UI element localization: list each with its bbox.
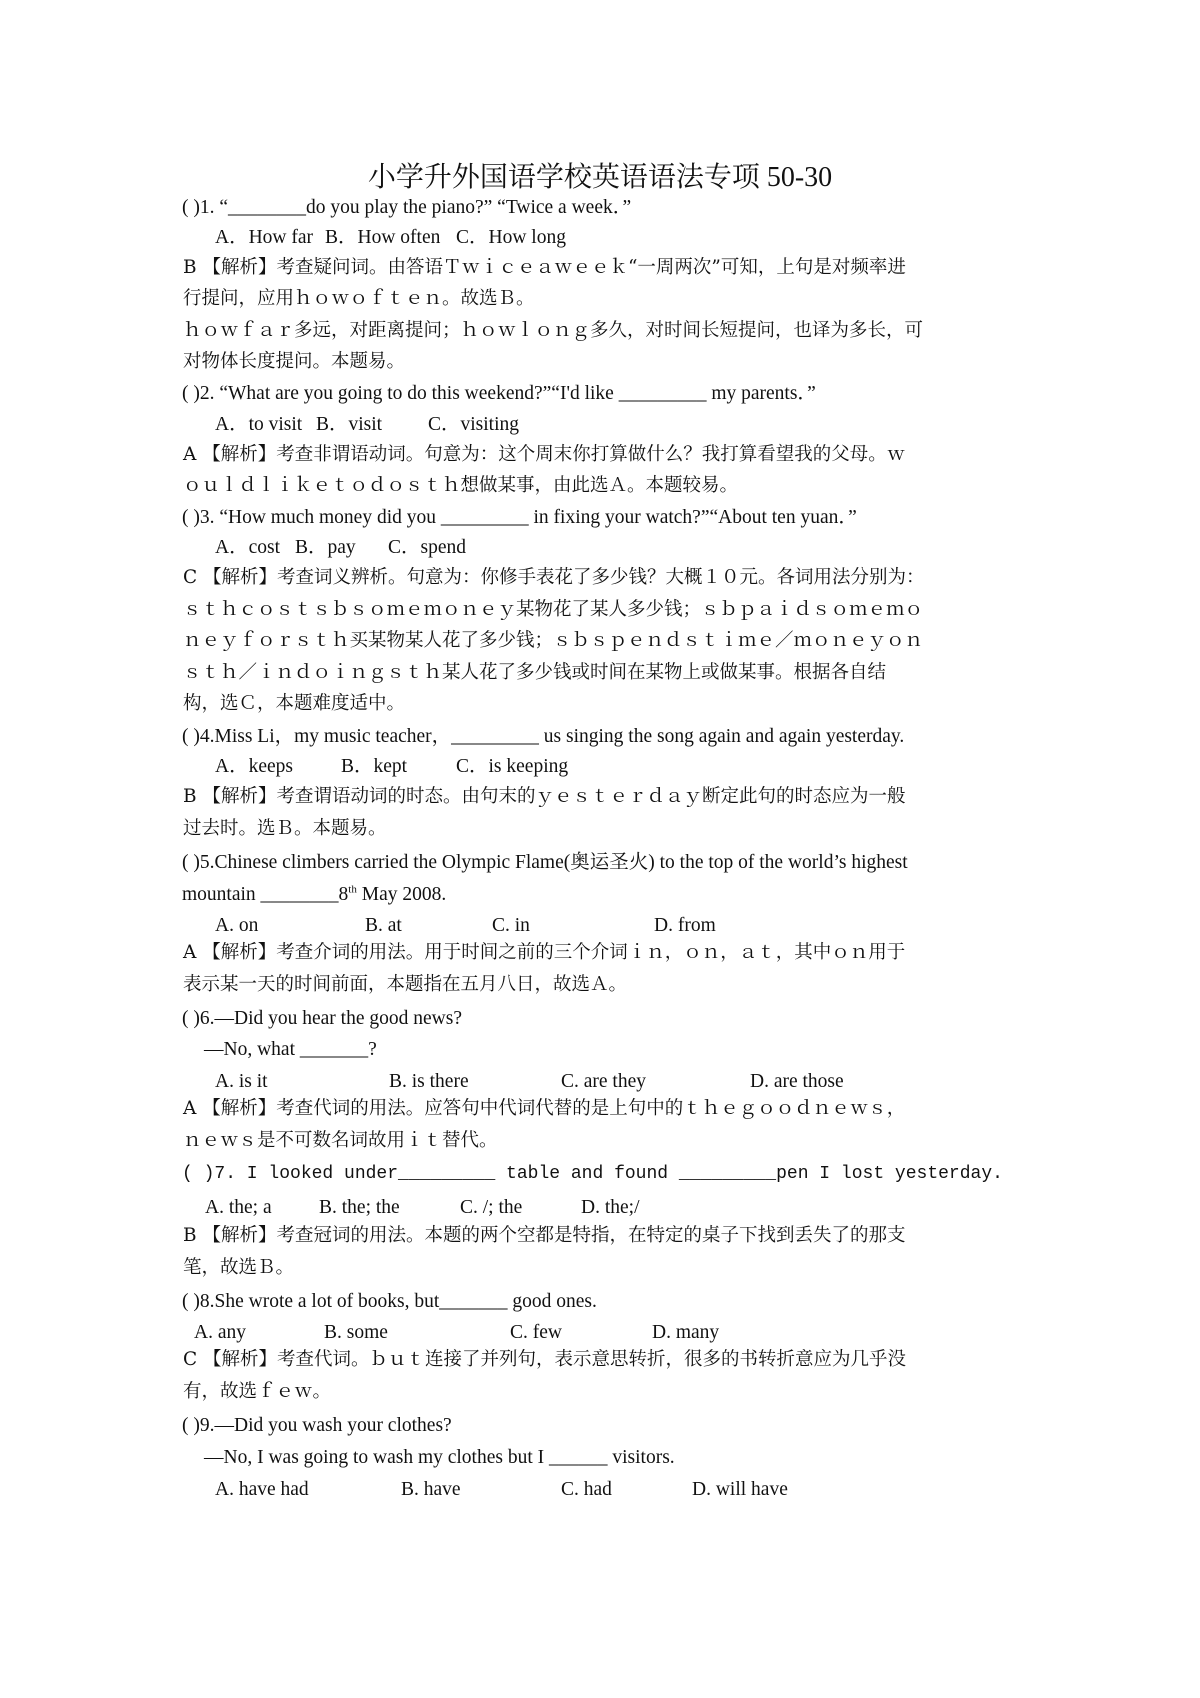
question-1-analysis-line: B 【解析】考查疑问词。由答语Ｔｗｉｃｅａｗｅｅｋ“一周两次”可知，上句是对频率进 [183,257,906,278]
question-8-options [194,1321,719,1345]
question-6-options [215,1070,844,1094]
question-7-stem: ( )7. I looked under_________ table and found _________pen I lost yesterday. [182,1164,1003,1184]
question-3-analysis-line: ｓｔｈｃｏｓｔｓｂｓｏｍｅｍｏｎｅｙ某物花了某人多少钱；ｓｂｐａｉｄｓｏｍｅｍｏ [183,599,924,620]
question-5-options [215,914,716,938]
option-b: B．pay [295,537,356,558]
question-9-options [215,1478,788,1502]
option-d: D. many [652,1322,720,1343]
question-1-analysis-line: 行提问，应用ｈｏｗｏｆｔｅｎ。故选Ｂ。 [183,288,535,309]
question-3-analysis-line: ｎｅｙｆｏｒｓｔｈ买某物某人花了多少钱；ｓｂｓｐｅｎｄｓｔｉｍｅ／ｍｏｎｅｙｏｎ [183,630,924,651]
option-b: B. the; the [319,1197,400,1218]
question-3-analysis-line: ｓｔｈ／ｉｎｄｏｉｎｇｓｔｈ某人花了多少钱或时间在某物上或做某事。根据各自结 [183,662,887,683]
option-b: B．How often [325,227,441,248]
question-6-stem-line-2: —No, what _______? [204,1039,377,1060]
option-d: D. will have [692,1479,788,1500]
question-8-analysis-line: 有，故选ｆｅｗ。 [183,1381,332,1402]
question-2-stem: ( )2. “What are you going to do this weekend?”“I'd like _________ my parents．” [182,383,816,404]
question-3-options [215,536,466,560]
option-a: A. on [215,915,259,936]
option-d: D. are those [750,1071,844,1092]
question-1-stem: ( )1. “________do you play the piano?” “Twice a week．” [182,197,632,218]
question-7-options [205,1196,640,1220]
option-c: C．How long [456,227,566,248]
question-1-options [215,226,566,250]
option-b: B. have [401,1479,461,1500]
question-5-stem-line-2: mountain ________8th May 2008. [182,883,447,905]
question-7-analysis-line: B 【解析】考查冠词的用法。本题的两个空都是特指，在特定的桌子下找到丢失了的那支 [183,1225,906,1246]
question-3-analysis-line: 构，选Ｃ，本题难度适中。 [183,693,406,714]
question-9-stem: ( )9.—Did you wash your clothes? [182,1415,452,1436]
option-b: B．visit [316,414,383,435]
option-a: A. the; a [205,1197,272,1218]
option-d: D. the;/ [581,1197,640,1218]
option-a: A．cost [215,537,280,558]
question-9-stem-line-2: —No, I was going to wash my clothes but I ______ visitors. [204,1447,675,1468]
option-c: C. in [492,915,530,936]
option-a: A．keeps [215,756,293,777]
option-b: B. is there [389,1071,469,1092]
question-4-options [215,755,568,779]
option-a: A. have had [215,1479,309,1500]
question-8-stem: ( )8.She wrote a lot of books, but_______ good ones. [182,1291,597,1312]
option-d: D. from [654,915,716,936]
question-2-analysis-line: A 【解析】考查非谓语动词。句意为：这个周末你打算做什么？我打算看望我的父母。ｗ [183,444,906,465]
option-a: A．to visit [215,414,303,435]
question-5-analysis-line: 表示某一天的时间前面，本题指在五月八日，故选Ａ。 [183,974,628,995]
option-a: A．How far [215,227,314,248]
option-c: C. are they [561,1071,647,1092]
question-6-analysis-line: ｎｅｗｓ是不可数名词故用ｉｔ替代。 [183,1130,498,1151]
option-b: B. some [324,1322,388,1343]
option-c: C．spend [388,537,467,558]
question-8-analysis-line: C 【解析】考查代词。ｂｕｔ连接了并列句，表示意思转折，很多的书转折意应为几乎没 [183,1349,907,1370]
option-b: B．kept [341,756,408,777]
question-5-analysis-line: A 【解析】考查介词的用法。用于时间之前的三个介词ｉｎ，ｏｎ，ａｔ，其中ｏｎ用于 [183,942,906,963]
option-a: A. any [194,1322,246,1343]
option-c: C．is keeping [456,756,569,777]
question-2-options [215,413,519,437]
question-3-analysis-line: C 【解析】考查词义辨析。句意为：你修手表花了多少钱？大概１０元。各词用法分别为： [183,567,925,588]
question-4-analysis-line: B 【解析】考查谓语动词的时态。由句末的ｙｅｓｔｅｒｄａｙ断定此句的时态应为一般 [183,786,906,807]
option-c: C. /; the [460,1197,523,1218]
question-5-stem: ( )5.Chinese climbers carried the Olympic Flame(奥运圣火) to the top of the world’s highest [182,852,908,873]
question-1-analysis-line: 对物体长度提问。本题易。 [183,351,406,372]
option-c: C．visiting [428,414,520,435]
question-4-analysis-line: 过去时。选Ｂ。本题易。 [183,818,387,839]
option-a: A. is it [215,1071,268,1092]
question-6-analysis-line: A 【解析】考查代词的用法。应答句中代词代替的是上句中的ｔｈｅｇｏｏｄｎｅｗｓ， [183,1098,906,1119]
question-4-stem: ( )4.Miss Li，my music teacher，_________ us singing the song again and again yesterday. [182,726,905,747]
question-1-analysis-line: ｈｏｗｆａｒ多远，对距离提问；ｈｏｗｌｏｎｇ多久，对时间长短提问，也译为多长，可 [183,320,924,341]
question-7-analysis-line: 笔，故选Ｂ。 [183,1257,295,1278]
question-6-stem: ( )6.—Did you hear the good news? [182,1008,462,1029]
question-2-analysis-line: ｏｕｌｄｌｉｋｅｔｏｄｏｓｔｈ想做某事，由此选Ａ。本题较易。 [183,475,739,496]
option-c: C. few [510,1322,562,1343]
option-c: C. had [561,1479,612,1500]
option-b: B. at [365,915,402,936]
ordinal-suffix: th [348,883,357,896]
page-title: 小学升外国语学校英语语法专项 50-30 [367,162,833,193]
question-3-stem: ( )3. “How much money did you _________ in fixing your watch?”“About ten yuan．” [182,507,857,528]
